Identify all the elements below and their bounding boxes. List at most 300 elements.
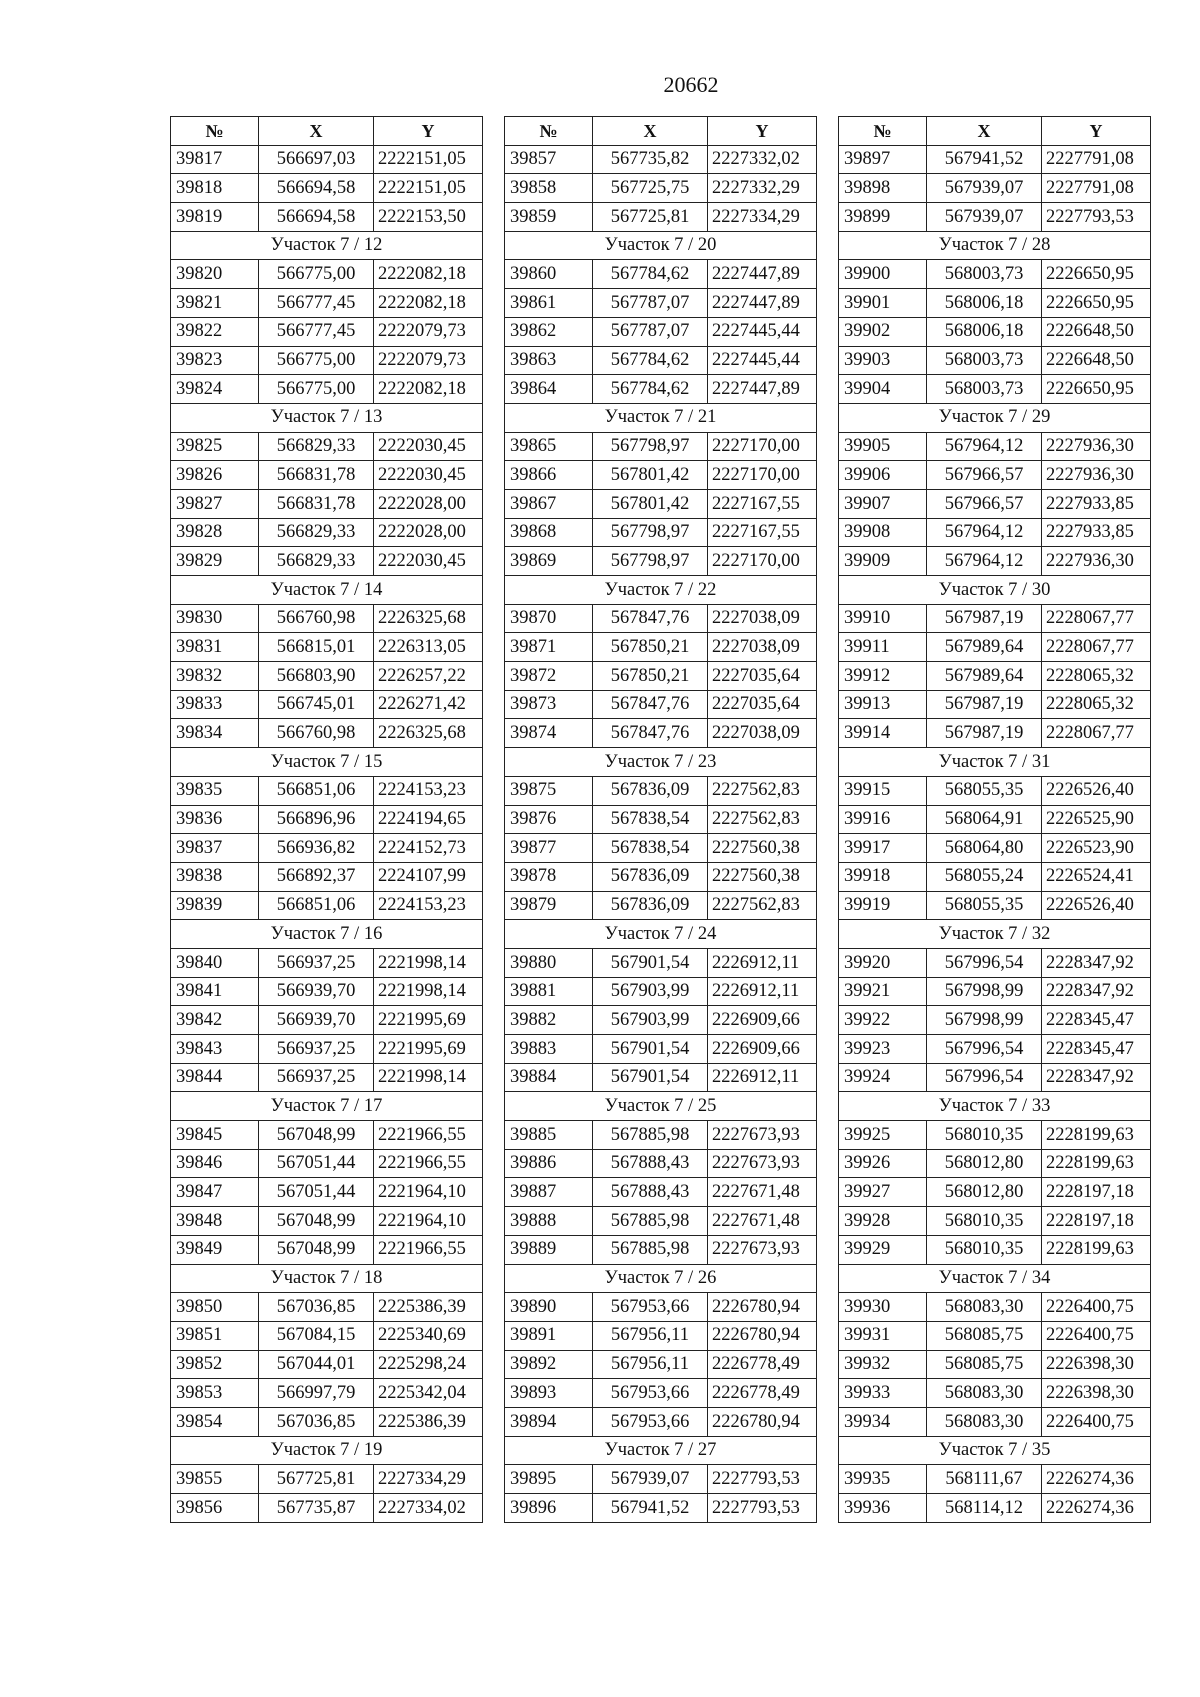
point-number: 39881 (505, 977, 593, 1006)
table-row (505, 260, 817, 289)
point-number: 39877 (505, 834, 593, 863)
table-row (839, 776, 1151, 805)
table-row (839, 1006, 1151, 1035)
y-coordinate: 2226524,41 (1042, 862, 1151, 891)
table-row (505, 145, 817, 174)
y-coordinate: 2226400,75 (1042, 1321, 1151, 1350)
point-number: 39900 (839, 260, 927, 289)
x-coordinate: 567735,87 (259, 1494, 374, 1523)
x-coordinate: 567850,21 (593, 633, 708, 662)
x-coordinate: 568055,24 (927, 862, 1042, 891)
point-number: 39899 (839, 203, 927, 232)
point-number: 39851 (171, 1321, 259, 1350)
y-coordinate: 2222151,05 (374, 174, 483, 203)
table-row (839, 203, 1151, 232)
x-coordinate: 567801,42 (593, 489, 708, 518)
x-coordinate: 567941,52 (927, 145, 1042, 174)
x-coordinate: 566745,01 (259, 690, 374, 719)
y-coordinate: 2226778,49 (708, 1350, 817, 1379)
x-coordinate: 567850,21 (593, 662, 708, 691)
column-header-x: X (927, 117, 1042, 146)
column-header-number: № (839, 117, 927, 146)
table-row (505, 662, 817, 691)
x-coordinate: 567989,64 (927, 633, 1042, 662)
x-coordinate: 567051,44 (259, 1178, 374, 1207)
table-row (505, 375, 817, 404)
y-coordinate: 2227793,53 (708, 1465, 817, 1494)
section-title: Участок 7 / 27 (505, 1436, 817, 1465)
x-coordinate: 567798,97 (593, 518, 708, 547)
y-coordinate: 2221995,69 (374, 1006, 483, 1035)
table-row (505, 977, 817, 1006)
point-number: 39864 (505, 375, 593, 404)
x-coordinate: 567784,62 (593, 375, 708, 404)
table-row (505, 633, 817, 662)
x-coordinate: 566777,45 (259, 317, 374, 346)
y-coordinate: 2226271,42 (374, 690, 483, 719)
point-number: 39896 (505, 1494, 593, 1523)
x-coordinate: 567903,99 (593, 1006, 708, 1035)
section-row (505, 403, 817, 432)
table-row (171, 203, 483, 232)
section-title: Участок 7 / 24 (505, 920, 817, 949)
table-row (839, 260, 1151, 289)
y-coordinate: 2227334,29 (708, 203, 817, 232)
table-row (171, 547, 483, 576)
x-coordinate: 568006,18 (927, 317, 1042, 346)
table-row (171, 662, 483, 691)
y-coordinate: 2222153,50 (374, 203, 483, 232)
table-row (839, 1063, 1151, 1092)
y-coordinate: 2227936,30 (1042, 547, 1151, 576)
point-number: 39832 (171, 662, 259, 691)
point-number: 39933 (839, 1379, 927, 1408)
table-row (171, 1293, 483, 1322)
x-coordinate: 566829,33 (259, 518, 374, 547)
x-coordinate: 567784,62 (593, 346, 708, 375)
point-number: 39882 (505, 1006, 593, 1035)
table-row (171, 1149, 483, 1178)
table-row (839, 461, 1151, 490)
table-row (505, 1207, 817, 1236)
section-row (505, 1436, 817, 1465)
x-coordinate: 566997,79 (259, 1379, 374, 1408)
y-coordinate: 2227562,83 (708, 805, 817, 834)
point-number: 39883 (505, 1035, 593, 1064)
point-number: 39825 (171, 432, 259, 461)
y-coordinate: 2226526,40 (1042, 891, 1151, 920)
y-coordinate: 2227791,08 (1042, 174, 1151, 203)
point-number: 39925 (839, 1121, 927, 1150)
point-number: 39834 (171, 719, 259, 748)
x-coordinate: 566697,03 (259, 145, 374, 174)
x-coordinate: 566939,70 (259, 1006, 374, 1035)
table-row (505, 1121, 817, 1150)
y-coordinate: 2227167,55 (708, 518, 817, 547)
point-number: 39917 (839, 834, 927, 863)
x-coordinate: 567787,07 (593, 317, 708, 346)
section-row (505, 748, 817, 777)
section-title: Участок 7 / 17 (171, 1092, 483, 1121)
x-coordinate: 566829,33 (259, 547, 374, 576)
table-row (839, 1494, 1151, 1523)
point-number: 39819 (171, 203, 259, 232)
table-row (505, 690, 817, 719)
point-number: 39880 (505, 948, 593, 977)
point-number: 39885 (505, 1121, 593, 1150)
y-coordinate: 2227170,00 (708, 432, 817, 461)
x-coordinate: 566939,70 (259, 977, 374, 1006)
table-row (505, 1293, 817, 1322)
y-coordinate: 2222082,18 (374, 289, 483, 318)
point-number: 39835 (171, 776, 259, 805)
x-coordinate: 567048,99 (259, 1235, 374, 1264)
y-coordinate: 2226274,36 (1042, 1465, 1151, 1494)
y-coordinate: 2228065,32 (1042, 690, 1151, 719)
x-coordinate: 567998,99 (927, 1006, 1042, 1035)
y-coordinate: 2226526,40 (1042, 776, 1151, 805)
point-number: 39856 (171, 1494, 259, 1523)
y-coordinate: 2227936,30 (1042, 461, 1151, 490)
x-coordinate: 568111,67 (927, 1465, 1042, 1494)
section-row (171, 576, 483, 605)
section-row (839, 920, 1151, 949)
y-coordinate: 2221998,14 (374, 977, 483, 1006)
y-coordinate: 2228065,32 (1042, 662, 1151, 691)
y-coordinate: 2226912,11 (708, 948, 817, 977)
y-coordinate: 2228199,63 (1042, 1149, 1151, 1178)
y-coordinate: 2226778,49 (708, 1379, 817, 1408)
y-coordinate: 2228197,18 (1042, 1178, 1151, 1207)
y-coordinate: 2226909,66 (708, 1006, 817, 1035)
table-row (171, 1321, 483, 1350)
section-title: Участок 7 / 32 (839, 920, 1151, 949)
y-coordinate: 2227562,83 (708, 776, 817, 805)
y-coordinate: 2222030,45 (374, 461, 483, 490)
point-number: 39872 (505, 662, 593, 691)
x-coordinate: 567798,97 (593, 432, 708, 461)
table-row (505, 1350, 817, 1379)
point-number: 39842 (171, 1006, 259, 1035)
x-coordinate: 566803,90 (259, 662, 374, 691)
x-coordinate: 566937,25 (259, 1063, 374, 1092)
point-number: 39928 (839, 1207, 927, 1236)
table-row (171, 1006, 483, 1035)
y-coordinate: 2226398,30 (1042, 1350, 1151, 1379)
x-coordinate: 568012,80 (927, 1149, 1042, 1178)
x-coordinate: 567987,19 (927, 604, 1042, 633)
table-row (839, 834, 1151, 863)
column-header-x: X (593, 117, 708, 146)
coordinate-table (504, 116, 817, 1523)
y-coordinate: 2224153,23 (374, 891, 483, 920)
x-coordinate: 567939,07 (927, 174, 1042, 203)
point-number: 39824 (171, 375, 259, 404)
point-number: 39868 (505, 518, 593, 547)
x-coordinate: 566831,78 (259, 461, 374, 490)
y-coordinate: 2227447,89 (708, 289, 817, 318)
point-number: 39844 (171, 1063, 259, 1092)
y-coordinate: 2226325,68 (374, 719, 483, 748)
coordinate-table (838, 116, 1151, 1523)
table-row (171, 1121, 483, 1150)
x-coordinate: 567036,85 (259, 1293, 374, 1322)
point-number: 39879 (505, 891, 593, 920)
point-number: 39854 (171, 1407, 259, 1436)
y-coordinate: 2227673,93 (708, 1121, 817, 1150)
table-row (505, 174, 817, 203)
y-coordinate: 2222079,73 (374, 317, 483, 346)
section-title: Участок 7 / 13 (171, 403, 483, 432)
x-coordinate: 566775,00 (259, 375, 374, 404)
x-coordinate: 566896,96 (259, 805, 374, 834)
table-row (839, 1035, 1151, 1064)
table-row (171, 604, 483, 633)
table-row (839, 1350, 1151, 1379)
x-coordinate: 567966,57 (927, 461, 1042, 490)
section-row (171, 231, 483, 260)
table-row (839, 518, 1151, 547)
x-coordinate: 567725,75 (593, 174, 708, 203)
x-coordinate: 567885,98 (593, 1121, 708, 1150)
x-coordinate: 567836,09 (593, 891, 708, 920)
table-row (839, 719, 1151, 748)
y-coordinate: 2226780,94 (708, 1293, 817, 1322)
point-number: 39887 (505, 1178, 593, 1207)
point-number: 39914 (839, 719, 927, 748)
x-coordinate: 568114,12 (927, 1494, 1042, 1523)
section-title: Участок 7 / 23 (505, 748, 817, 777)
y-coordinate: 2225298,24 (374, 1350, 483, 1379)
point-number: 39901 (839, 289, 927, 318)
table-row (505, 1379, 817, 1408)
x-coordinate: 567953,66 (593, 1379, 708, 1408)
point-number: 39891 (505, 1321, 593, 1350)
table-row (839, 289, 1151, 318)
x-coordinate: 567998,99 (927, 977, 1042, 1006)
table-row (839, 1178, 1151, 1207)
y-coordinate: 2228345,47 (1042, 1006, 1151, 1035)
table-row (505, 203, 817, 232)
y-coordinate: 2228199,63 (1042, 1235, 1151, 1264)
section-row (505, 576, 817, 605)
column-header-y: Y (1042, 117, 1151, 146)
table-row (505, 1494, 817, 1523)
point-number: 39839 (171, 891, 259, 920)
table-row (505, 776, 817, 805)
y-coordinate: 2221964,10 (374, 1207, 483, 1236)
y-coordinate: 2226523,90 (1042, 834, 1151, 863)
table-row (171, 1407, 483, 1436)
table-row (839, 1321, 1151, 1350)
point-number: 39895 (505, 1465, 593, 1494)
y-coordinate: 2228197,18 (1042, 1207, 1151, 1236)
point-number: 39902 (839, 317, 927, 346)
y-coordinate: 2222079,73 (374, 346, 483, 375)
y-coordinate: 2228347,92 (1042, 1063, 1151, 1092)
y-coordinate: 2228067,77 (1042, 633, 1151, 662)
point-number: 39931 (839, 1321, 927, 1350)
point-number: 39893 (505, 1379, 593, 1408)
x-coordinate: 567048,99 (259, 1207, 374, 1236)
y-coordinate: 2225386,39 (374, 1407, 483, 1436)
table-row (171, 948, 483, 977)
table-row (839, 690, 1151, 719)
y-coordinate: 2226650,95 (1042, 260, 1151, 289)
table-row (505, 1235, 817, 1264)
table-row (171, 289, 483, 318)
y-coordinate: 2227038,09 (708, 633, 817, 662)
y-coordinate: 2227334,29 (374, 1465, 483, 1494)
table-row (171, 805, 483, 834)
section-title: Участок 7 / 18 (171, 1264, 483, 1293)
x-coordinate: 567888,43 (593, 1178, 708, 1207)
x-coordinate: 567801,42 (593, 461, 708, 490)
point-number: 39837 (171, 834, 259, 863)
x-coordinate: 567735,82 (593, 145, 708, 174)
section-row (505, 1264, 817, 1293)
point-number: 39817 (171, 145, 259, 174)
x-coordinate: 567964,12 (927, 547, 1042, 576)
y-coordinate: 2222028,00 (374, 489, 483, 518)
section-title: Участок 7 / 35 (839, 1436, 1151, 1465)
column-header-number: № (171, 117, 259, 146)
y-coordinate: 2222082,18 (374, 260, 483, 289)
section-title: Участок 7 / 33 (839, 1092, 1151, 1121)
table-row (505, 1006, 817, 1035)
header-row (505, 117, 817, 146)
y-coordinate: 2227332,29 (708, 174, 817, 203)
table-row (171, 346, 483, 375)
x-coordinate: 567847,76 (593, 604, 708, 633)
x-coordinate: 568064,80 (927, 834, 1042, 863)
x-coordinate: 568055,35 (927, 891, 1042, 920)
table-row (171, 1494, 483, 1523)
y-coordinate: 2224194,65 (374, 805, 483, 834)
x-coordinate: 567725,81 (593, 203, 708, 232)
y-coordinate: 2228199,63 (1042, 1121, 1151, 1150)
point-number: 39870 (505, 604, 593, 633)
table-row (505, 461, 817, 490)
x-coordinate: 566937,25 (259, 948, 374, 977)
x-coordinate: 567989,64 (927, 662, 1042, 691)
y-coordinate: 2227673,93 (708, 1149, 817, 1178)
point-number: 39855 (171, 1465, 259, 1494)
point-number: 39897 (839, 145, 927, 174)
table-row (839, 662, 1151, 691)
y-coordinate: 2227560,38 (708, 834, 817, 863)
table-row (839, 375, 1151, 404)
y-coordinate: 2227035,64 (708, 690, 817, 719)
table-row (171, 834, 483, 863)
table-row (839, 805, 1151, 834)
y-coordinate: 2226912,11 (708, 977, 817, 1006)
x-coordinate: 567964,12 (927, 432, 1042, 461)
section-row (839, 1436, 1151, 1465)
y-coordinate: 2226650,95 (1042, 289, 1151, 318)
section-row (839, 576, 1151, 605)
y-coordinate: 2225342,04 (374, 1379, 483, 1408)
y-coordinate: 2226400,75 (1042, 1407, 1151, 1436)
point-number: 39820 (171, 260, 259, 289)
y-coordinate: 2228067,77 (1042, 604, 1151, 633)
x-coordinate: 566694,58 (259, 203, 374, 232)
table-row (171, 317, 483, 346)
x-coordinate: 568012,80 (927, 1178, 1042, 1207)
x-coordinate: 566775,00 (259, 346, 374, 375)
table-row (171, 518, 483, 547)
point-number: 39866 (505, 461, 593, 490)
table-row (505, 1035, 817, 1064)
y-coordinate: 2224107,99 (374, 862, 483, 891)
table-row (505, 891, 817, 920)
point-number: 39860 (505, 260, 593, 289)
x-coordinate: 566892,37 (259, 862, 374, 891)
point-number: 39919 (839, 891, 927, 920)
table-row (839, 1235, 1151, 1264)
table-row (505, 1465, 817, 1494)
y-coordinate: 2227933,85 (1042, 489, 1151, 518)
y-coordinate: 2227671,48 (708, 1207, 817, 1236)
point-number: 39841 (171, 977, 259, 1006)
x-coordinate: 567036,85 (259, 1407, 374, 1436)
point-number: 39853 (171, 1379, 259, 1408)
x-coordinate: 567836,09 (593, 862, 708, 891)
point-number: 39830 (171, 604, 259, 633)
x-coordinate: 566831,78 (259, 489, 374, 518)
x-coordinate: 568085,75 (927, 1350, 1042, 1379)
point-number: 39861 (505, 289, 593, 318)
table-row (171, 1207, 483, 1236)
y-coordinate: 2222030,45 (374, 547, 483, 576)
table-row (839, 633, 1151, 662)
point-number: 39924 (839, 1063, 927, 1092)
section-title: Участок 7 / 19 (171, 1436, 483, 1465)
x-coordinate: 567996,54 (927, 948, 1042, 977)
y-coordinate: 2227936,30 (1042, 432, 1151, 461)
section-title: Участок 7 / 20 (505, 231, 817, 260)
point-number: 39892 (505, 1350, 593, 1379)
y-coordinate: 2227035,64 (708, 662, 817, 691)
point-number: 39934 (839, 1407, 927, 1436)
section-row (171, 1092, 483, 1121)
y-coordinate: 2221998,14 (374, 948, 483, 977)
y-coordinate: 2225340,69 (374, 1321, 483, 1350)
x-coordinate: 567953,66 (593, 1407, 708, 1436)
point-number: 39898 (839, 174, 927, 203)
section-title: Участок 7 / 14 (171, 576, 483, 605)
point-number: 39886 (505, 1149, 593, 1178)
point-number: 39923 (839, 1035, 927, 1064)
point-number: 39833 (171, 690, 259, 719)
x-coordinate: 566937,25 (259, 1035, 374, 1064)
y-coordinate: 2227793,53 (708, 1494, 817, 1523)
y-coordinate: 2227447,89 (708, 375, 817, 404)
x-coordinate: 567084,15 (259, 1321, 374, 1350)
point-number: 39909 (839, 547, 927, 576)
x-coordinate: 568064,91 (927, 805, 1042, 834)
section-title: Участок 7 / 28 (839, 231, 1151, 260)
point-number: 39847 (171, 1178, 259, 1207)
x-coordinate: 566775,00 (259, 260, 374, 289)
y-coordinate: 2227038,09 (708, 719, 817, 748)
table-row (505, 518, 817, 547)
point-number: 39845 (171, 1121, 259, 1150)
table-row (839, 1293, 1151, 1322)
point-number: 39859 (505, 203, 593, 232)
point-number: 39822 (171, 317, 259, 346)
y-coordinate: 2227673,93 (708, 1235, 817, 1264)
